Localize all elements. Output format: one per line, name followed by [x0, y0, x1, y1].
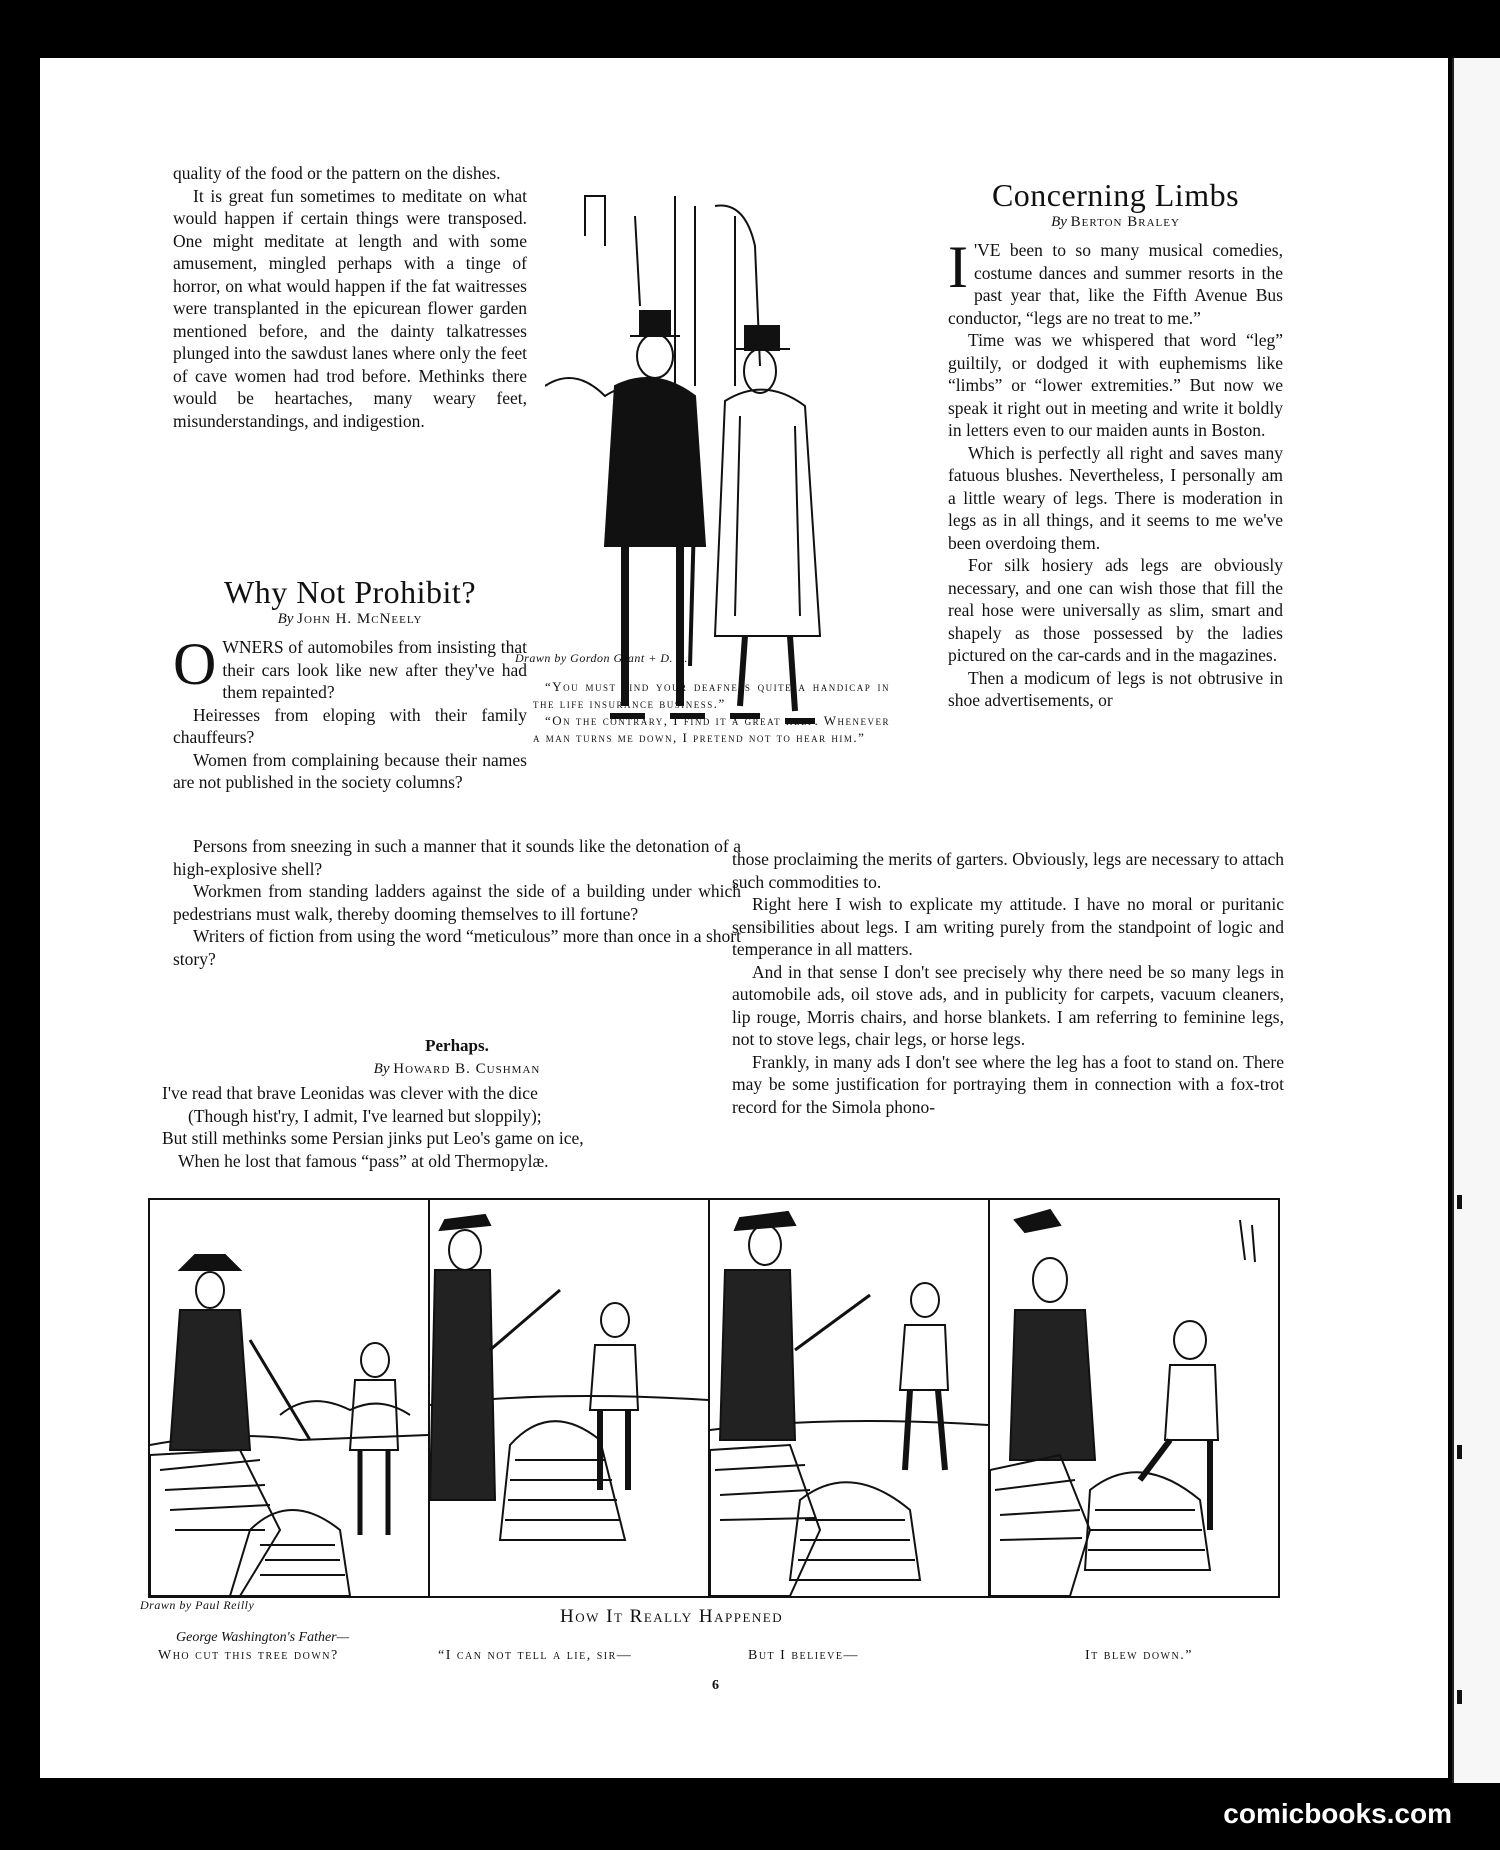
page-number: 6 — [712, 1678, 719, 1693]
caption-quote: “You must find your deafness quite a handicap in the life insurance business.” — [533, 679, 890, 711]
poem-perhaps — [162, 1035, 752, 1172]
paragraph: Women from complaining because their names are not published in the society columns? — [173, 749, 527, 792]
byline: By Berton Braley — [1051, 213, 1180, 230]
poem-title: Perhaps. — [425, 1036, 489, 1055]
article-title: Concerning Limbs — [991, 177, 1240, 213]
paragraph: Which is perfectly all right and saves many fatuous blushes. Nevertheless, I personally am a little weary of legs. There is moderation in legs as in all things, and it seems to me we've been overdoing them. — [948, 442, 1283, 553]
article-concerning-limbs-wide — [732, 848, 1284, 1118]
author-name: Howard B. Cushman — [393, 1060, 541, 1077]
comic-drawing — [710, 1200, 988, 1596]
paragraph: For silk hosiery ads legs are obviously necessary, and one can wish those that fill the real hose were universally as slim, smart and shapely as those possessed by the ladies pictured on the car-cards and in the magazines. — [948, 555, 1283, 665]
illustration-caption — [515, 651, 890, 746]
panel-caption: But I believe— — [748, 1648, 859, 1663]
paragraph: Workmen from standing ladders against the side of a building under which pedestrians must walk, thereby dooming themselves to ill fortune? — [173, 881, 741, 924]
panel-caption: George Washington's Father— Who cut this tree down? — [158, 1630, 350, 1663]
poem-line: When he lost that famous “pass” at old Thermopylæ. — [178, 1150, 549, 1171]
next-page-edge — [1452, 58, 1500, 1783]
byline: By Howard B. Cushman — [373, 1060, 541, 1077]
article-concerning-limbs — [948, 177, 1283, 712]
site-watermark: comicbooks.com — [1223, 1798, 1452, 1829]
paragraph: Time was we whispered that word “leg” guiltily, or dodged it with euphemisms like “limbs” or “lower extremities.” But now we speak it right out in meeting and write it boldly in letters even to our maiden aunts in Boston. — [948, 330, 1283, 440]
comic-drawing — [430, 1200, 708, 1596]
paragraph: those proclaiming the merits of garters. Obviously, legs are necessary to attach such commodities to. — [732, 849, 1284, 892]
first-paragraph: I 'VE been to so many musical comedies, costume dances and summer resorts in the past year that, like the Fifth Avenue Bus conductor, “legs are no treat to me.” — [948, 234, 1283, 328]
comic-drawing — [150, 1200, 428, 1596]
illustration-credit: Drawn by Gordon Grant + D. B. — [515, 651, 688, 665]
panel-caption: “I can not tell a lie, sir— — [438, 1648, 633, 1663]
comic-title: How It Really Happened — [560, 1606, 784, 1627]
paragraph: Right here I wish to explicate my attitude. I have no moral or puritanic sensibilities about legs. I am writing purely from the standpoint of logic and temperance in all matters. — [732, 894, 1284, 959]
paragraph: quality of the food or the pattern on the dishes. — [173, 163, 501, 183]
paragraph: Then a modicum of legs is not obtrusive in shoe advertisements, or — [948, 667, 1283, 710]
paragraph: Persons from sneezing in such a manner that it sounds like the detonation of a high-explosive shell? — [173, 836, 741, 879]
comic-credit: Drawn by Paul Reilly — [140, 1598, 255, 1612]
poem-line: (Though hist'ry, I admit, I've learned but sloppily); — [188, 1105, 542, 1126]
paragraph: Heiresses from eloping with their family chauffeurs? — [173, 704, 527, 747]
byline: By John H. McNeely — [277, 610, 423, 627]
article-why-not-prohibit — [173, 574, 527, 794]
paragraph: Frankly, in many ads I don't see where the leg has a foot to stand on. There may be some justification for portraying them in connection with a fox-trot record for the Simola phono- — [732, 1051, 1284, 1117]
first-paragraph: OWNERS of automobiles from insisting that their cars look like new after they've had them repainted? — [173, 631, 527, 702]
poem-line: But still methinks some Persian jinks put Leo's game on ice, — [162, 1128, 584, 1148]
magazine-page — [40, 58, 1448, 1778]
comic-panel-2 — [428, 1198, 710, 1598]
drop-cap: O — [173, 631, 217, 697]
comic-panel-4 — [988, 1198, 1280, 1598]
article-title: Why Not Prohibit? — [223, 574, 477, 610]
panel-caption: It blew down.” — [1085, 1648, 1193, 1663]
author-name: Berton Braley — [1070, 213, 1180, 230]
author-name: John H. McNeely — [297, 610, 423, 627]
poem-line: I've read that brave Leonidas was clever with the dice — [162, 1083, 538, 1103]
edge-mark — [1457, 1195, 1462, 1209]
edge-mark — [1457, 1445, 1462, 1459]
paragraph: It is great fun sometimes to meditate on what would happen if certain things were transposed. One might meditate at length and with some amusement, mingled perhaps with a tinge of horror, on what would happen if the fat waitresses were transplanted in the epicurean flower garden mentioned before, and the dainty talkatresses plunged into the sawdust lanes where only the feet of cave women had trod before. Methinks there would be heartaches, many weary feet, misunderstandings, and indigestion. — [173, 185, 527, 431]
paragraph: Writers of fiction from using the word “meticulous” more than once in a short story? — [173, 926, 741, 969]
paragraph: And in that sense I don't see precisely why there need be so many legs in automobile ads, oil stove ads, and in publicity for carpets, vacuum cleaners, lip rouge, Morris chairs, and horse blankets. I am referring to feminine legs, not to stove legs, chair legs, or horse legs. — [732, 961, 1284, 1049]
comic-panel-1 — [148, 1198, 430, 1598]
caption-quote: “On the contrary, I find it a great help. Whenever a man turns me down, I pretend not to hear him.” — [533, 713, 890, 745]
edge-mark — [1457, 1690, 1462, 1704]
article-why-not-prohibit-wide — [173, 835, 741, 970]
drop-cap: I — [948, 234, 968, 300]
left-column-top — [173, 162, 527, 432]
comic-panel-3 — [708, 1198, 990, 1598]
comic-drawing — [990, 1200, 1278, 1596]
